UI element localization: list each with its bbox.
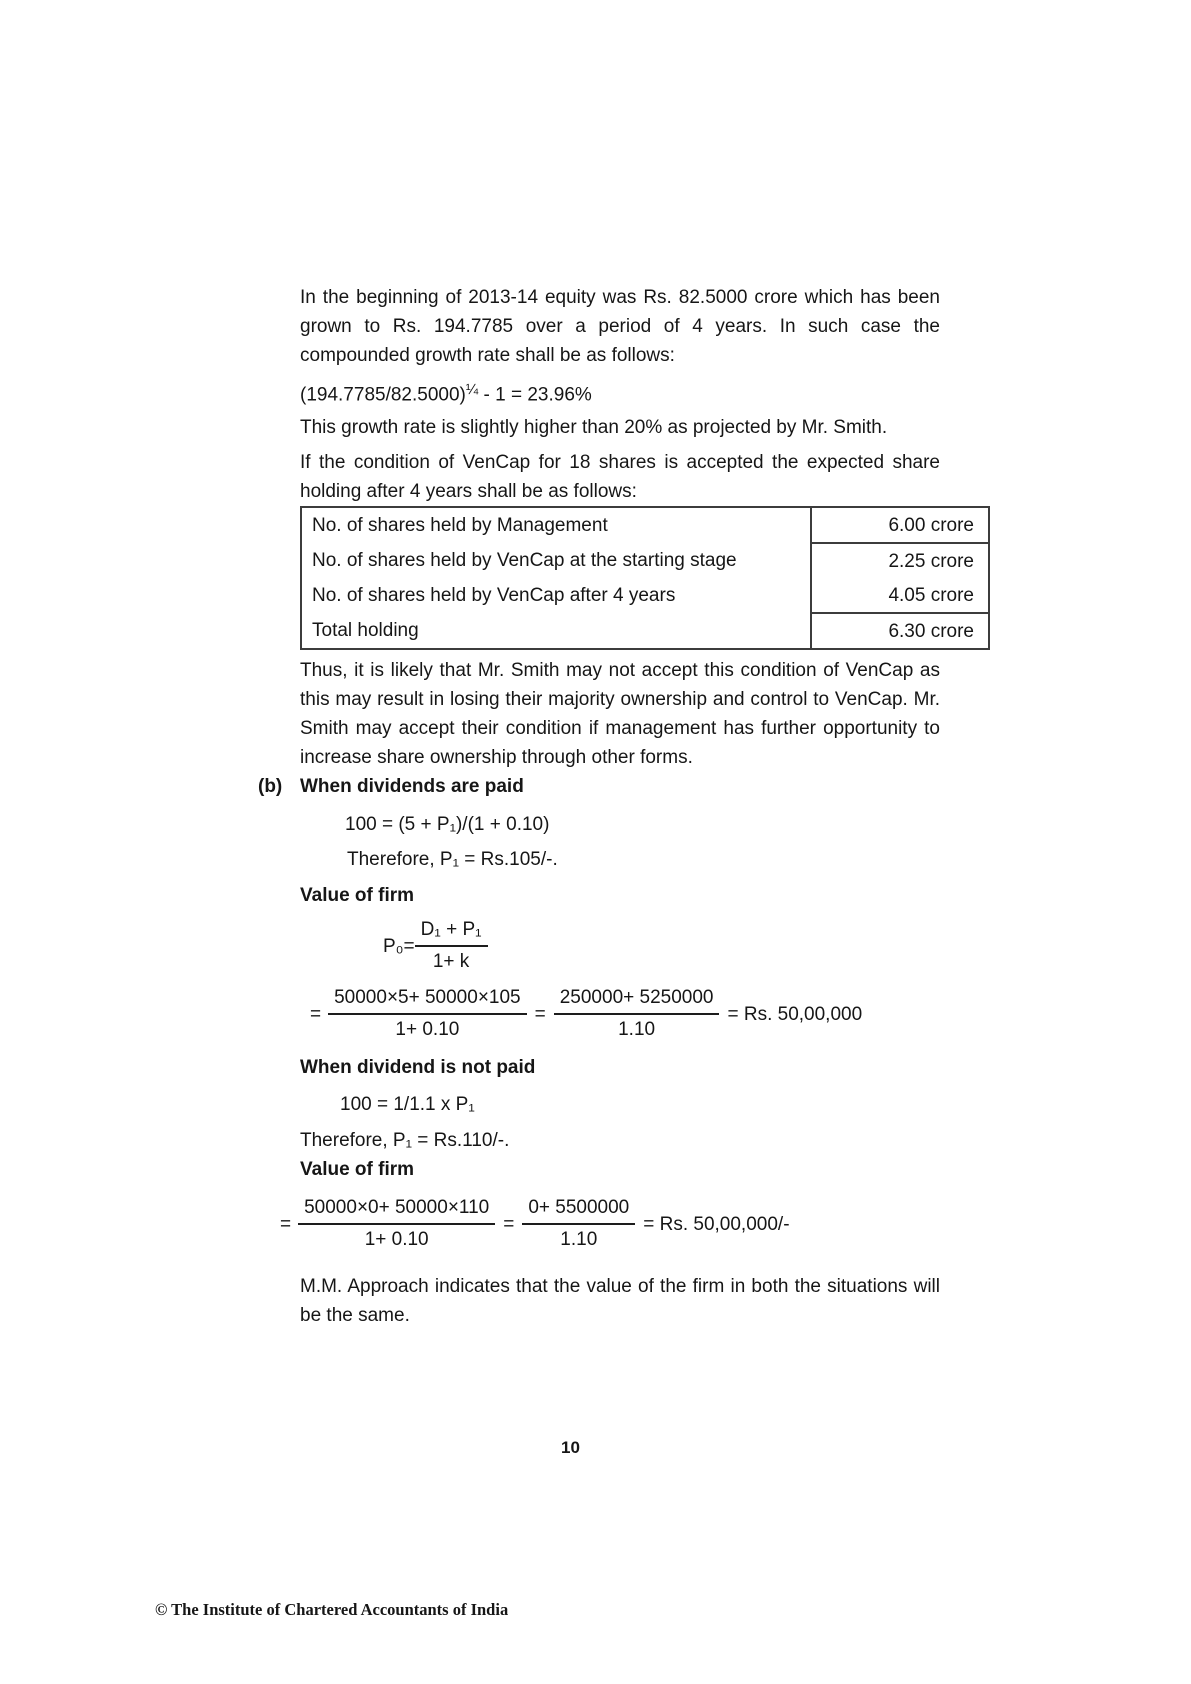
calculation-result: = Rs. 50,00,000/-	[643, 1213, 790, 1235]
equals-sign: =	[503, 1213, 515, 1235]
fraction	[328, 986, 527, 1042]
table-cell-value: 4.05 crore	[811, 578, 988, 613]
fraction-denominator: 1.10	[618, 1019, 656, 1040]
fraction-denominator: 1+ 0.10	[395, 1019, 460, 1040]
table-row	[302, 578, 988, 613]
section-b-heading	[258, 772, 940, 801]
section-title: When dividends are paid	[300, 776, 524, 797]
p0-lhs: P₀=	[383, 935, 415, 957]
equals-sign: =	[310, 1003, 322, 1025]
table-cell-value: 2.25 crore	[811, 543, 988, 578]
fraction-denominator: 1+ 0.10	[364, 1229, 429, 1250]
equals-sign: =	[280, 1213, 292, 1235]
dividend-not-paid-equation: 100 = 1/1.1 x P₁	[340, 1094, 475, 1115]
fraction-numerator: 50000×5+ 50000×105	[328, 986, 527, 1015]
dividend-not-paid-heading: When dividend is not paid	[300, 1057, 536, 1078]
table-row	[302, 543, 988, 578]
fraction	[415, 918, 488, 974]
share-holding-table	[300, 506, 990, 650]
equals-sign: =	[534, 1003, 546, 1025]
fraction	[554, 986, 720, 1042]
table-cell-value: 6.30 crore	[811, 613, 988, 648]
copyright-footer: © The Institute of Chartered Accountants of India	[155, 1600, 509, 1619]
fraction-denominator: 1+ k	[432, 951, 470, 972]
condition-intro: If the condition of VenCap for 18 shares is accepted the expected share holding after 4 years shall be as follows:	[300, 452, 940, 502]
value-calculation-1	[310, 986, 862, 1042]
table-cell-label: No. of shares held by VenCap after 4 years	[312, 585, 676, 606]
fraction-numerator: 50000×0+ 50000×110	[298, 1196, 495, 1225]
dividend-paid-equation: 100 = (5 + P₁)/(1 + 0.10)	[345, 814, 550, 835]
table-cell-value: 6.00 crore	[811, 508, 988, 543]
fraction	[522, 1196, 635, 1252]
fraction-denominator: 1.10	[560, 1229, 598, 1250]
growth-note: This growth rate is slightly higher than 20% as projected by Mr. Smith.	[300, 417, 888, 438]
growth-formula-exponent: ¼	[465, 382, 479, 398]
table-row	[302, 508, 988, 543]
dividend-paid-therefore: Therefore, P₁ = Rs.105/-.	[347, 849, 558, 870]
table-row	[302, 613, 988, 648]
mm-conclusion: M.M. Approach indicates that the value of the firm in both the situations will be the same.	[300, 1276, 940, 1326]
dividend-not-paid-therefore: Therefore, P₁ = Rs.110/-.	[300, 1130, 510, 1151]
growth-formula-base: (194.7785/82.5000)	[300, 384, 466, 406]
table-cell-label: Total holding	[312, 620, 419, 641]
section-marker: (b)	[258, 776, 283, 797]
growth-formula	[300, 376, 592, 410]
p0-formula	[383, 918, 488, 974]
table-cell-label: No. of shares held by Management	[312, 515, 608, 536]
intro-paragraph: In the beginning of 2013-14 equity was Rs. 82.5000 crore which has been grown to Rs. 194.7785 over a period of 4 years. In such case the compounded growth rate shall be as follows:	[300, 287, 940, 366]
growth-formula-rest: - 1 = 23.96%	[478, 384, 592, 406]
conclusion-paragraph: Thus, it is likely that Mr. Smith may not accept this condition of VenCap as this may result in losing their majority ownership and control to VenCap. Mr. Smith may accept their condition if management has further opportunity to increase share ownership through other forms.	[300, 660, 940, 768]
page-number: 10	[561, 1438, 580, 1457]
value-of-firm-heading: Value of firm	[300, 1159, 415, 1180]
value-calculation-2	[280, 1196, 790, 1252]
fraction-numerator: 0+ 5500000	[522, 1196, 635, 1225]
fraction	[298, 1196, 495, 1252]
fraction-numerator: 250000+ 5250000	[554, 986, 720, 1015]
table-cell-label: No. of shares held by VenCap at the starting stage	[312, 550, 737, 571]
value-of-firm-heading: Value of firm	[300, 885, 415, 906]
fraction-numerator: D₁ + P₁	[415, 918, 488, 947]
calculation-result: = Rs. 50,00,000	[727, 1003, 863, 1025]
